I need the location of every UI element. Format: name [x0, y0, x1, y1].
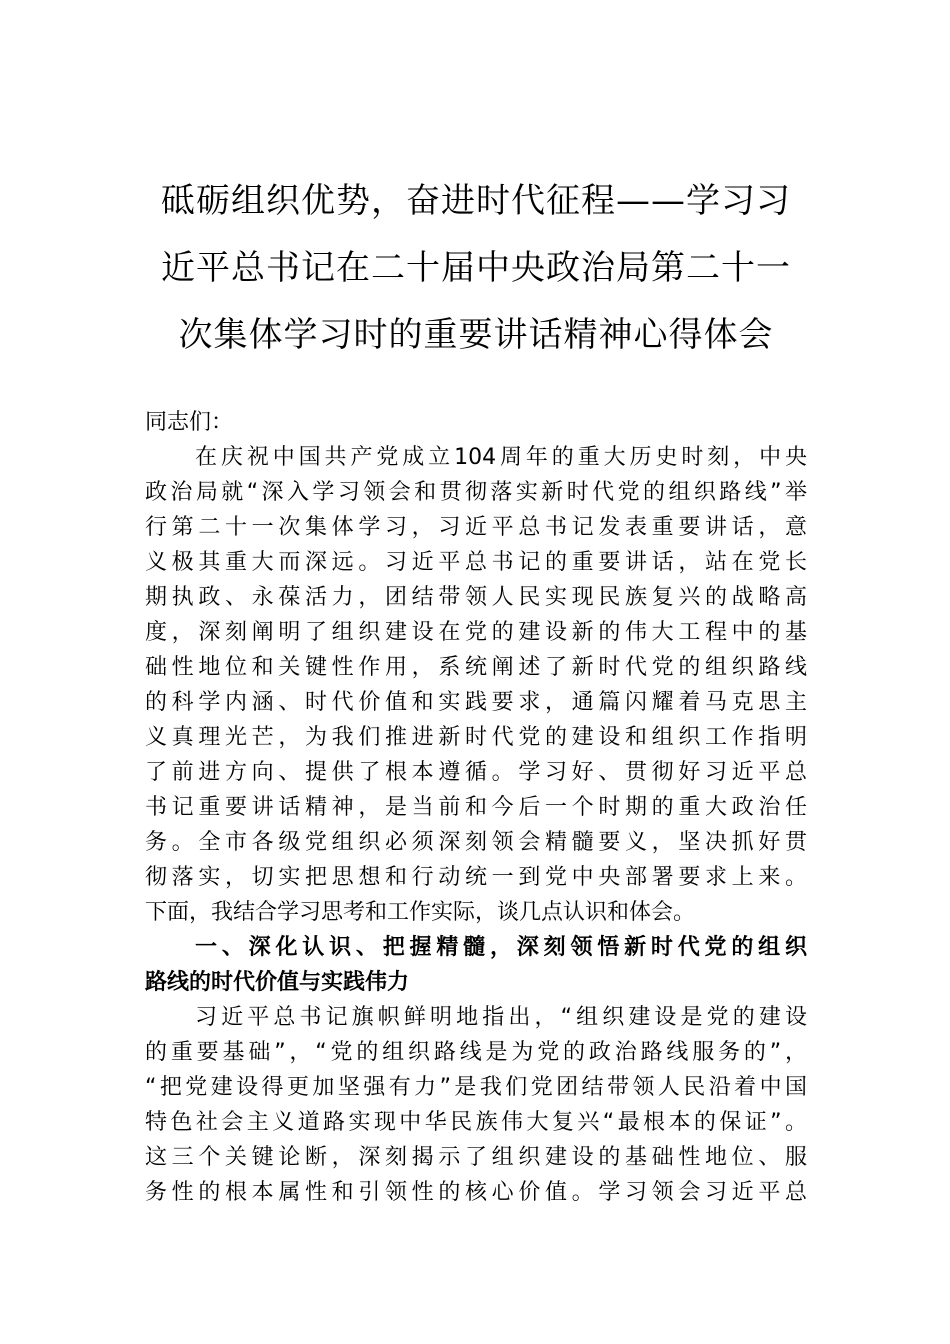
paragraph-line: 的重要基础”，“党的组织路线是为党的政治路线服务的”，	[145, 1040, 807, 1065]
document-title	[145, 168, 807, 369]
paragraph-line: 行第二十一次集体学习，习近平总书记发表重要讲话，意	[145, 515, 807, 540]
paragraph-line: 度，深刻阐明了组织建设在党的建设新的伟大工程中的基	[145, 620, 807, 645]
paragraph-line: 这三个关键论断，深刻揭示了组织建设的基础性地位、服	[145, 1145, 807, 1170]
paragraph-line: 义极其重大而深远。习近平总书记的重要讲话，站在党长	[145, 550, 807, 575]
paragraph-line: 在庆祝中国共产党成立104周年的重大历史时刻，中央	[195, 445, 807, 470]
paragraph-line: “把党建设得更加坚强有力”是我们党团结带领人民沿着中国	[145, 1075, 807, 1100]
heading-line: 一、深化认识、把握精髓，深刻领悟新时代党的组织	[195, 935, 807, 960]
paragraph-line: 彻落实，切实把思想和行动统一到党中央部署要求上来。	[145, 865, 807, 890]
document-page	[145, 168, 807, 1210]
heading-line: 路线的时代价值与实践伟力	[145, 970, 410, 995]
paragraph-intro	[145, 440, 807, 930]
title-line: 次集体学习时的重要讲话精神心得体会	[178, 315, 774, 355]
paragraph-line: 务性的根本属性和引领性的核心价值。学习领会习近平总	[145, 1180, 807, 1205]
section-heading-1	[145, 930, 807, 1000]
paragraph-line: 务。全市各级党组织必须深刻领会精髓要义，坚决抓好贯	[145, 830, 807, 855]
paragraph-line: 特色社会主义道路实现中华民族伟大复兴“最根本的保证”。	[145, 1110, 807, 1135]
title-line: 近平总书记在二十届中央政治局第二十一	[161, 248, 791, 288]
paragraph-line: 政治局就“深入学习领会和贯彻落实新时代党的组织路线”举	[145, 480, 807, 505]
paragraph-line: 书记重要讲话精神，是当前和今后一个时期的重大政治任	[145, 795, 807, 820]
paragraph-line: 期执政、永葆活力，团结带领人民实现民族复兴的战略高	[145, 585, 807, 610]
paragraph-line: 习近平总书记旗帜鲜明地指出，“组织建设是党的建设	[195, 1005, 807, 1030]
salutation: 同志们：	[145, 410, 234, 435]
paragraph-line: 下面，我结合学习思考和工作实际，谈几点认识和体会。	[145, 900, 696, 925]
paragraph-line: 了前进方向、提供了根本遵循。学习好、贯彻好习近平总	[145, 760, 807, 785]
paragraph-line: 础性地位和关键性作用，系统阐述了新时代党的组织路线	[145, 655, 807, 680]
title-line: 砥砺组织优势，奋进时代征程——学习习	[161, 181, 791, 221]
document-body	[145, 405, 807, 1210]
paragraph-section-1	[145, 1000, 807, 1210]
paragraph-line: 的科学内涵、时代价值和实践要求，通篇闪耀着马克思主	[145, 690, 807, 715]
paragraph-line: 义真理光芒，为我们推进新时代党的建设和组织工作指明	[145, 725, 807, 750]
